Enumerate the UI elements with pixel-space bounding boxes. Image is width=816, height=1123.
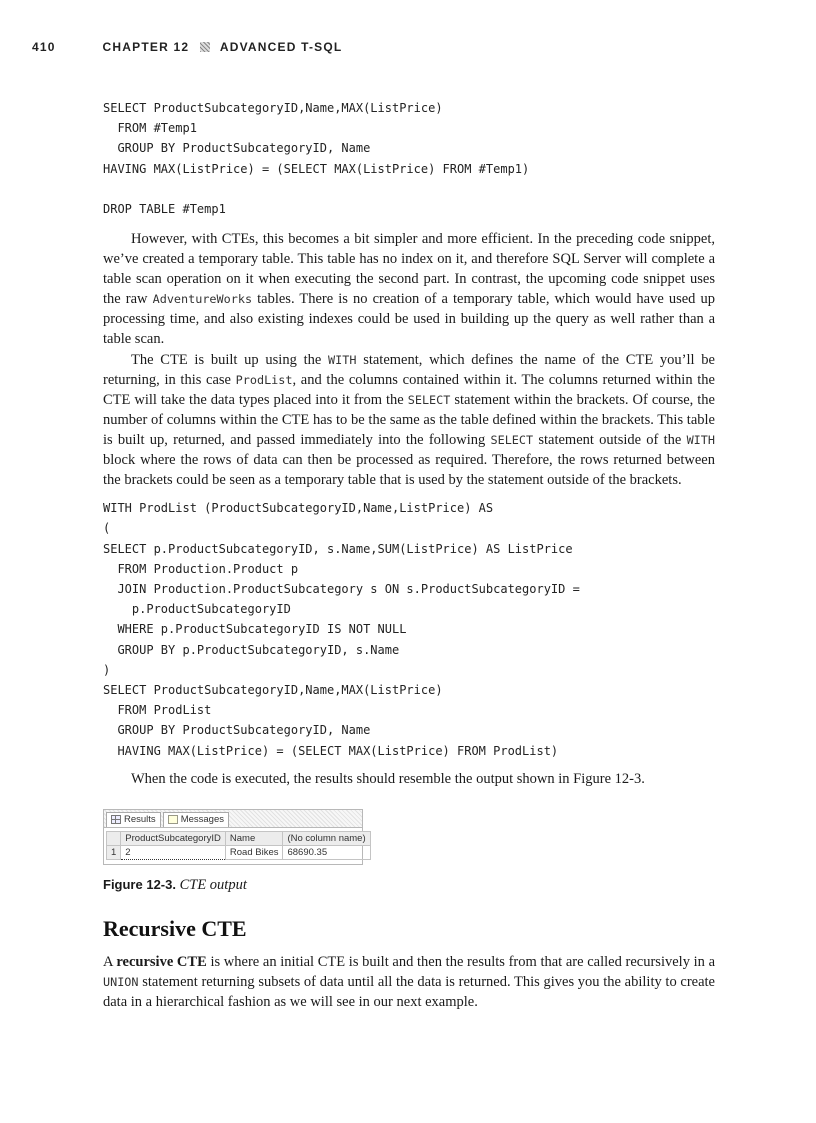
page-number: 410: [32, 40, 56, 54]
header-separator-icon: [200, 42, 210, 52]
paragraph-cte-with: The CTE is built up using the WITH statement, which defines the name of the CTE you’ll be returning, in this case ProdList, and the columns contained within it. The columns returned within the CTE will take the data types placed into it from the SELECT statement within the brackets. Of course, the number of columns within the CTE has to be the same as the table defined within the brackets. This table is built up, returned, and passed immediately into the following SELECT statement outside of the WITH block where the rows of data can then be processed as required. Therefore, the rows returned between the brackets could be seen as a temporary table that is used by the statement outside of the brackets.: [103, 351, 715, 489]
page-content: [103, 98, 715, 1012]
inline-code: ProdList: [235, 372, 293, 387]
grid-icon: [111, 815, 121, 824]
ssms-results-figure: [103, 809, 366, 865]
messages-icon: [168, 815, 178, 824]
chapter-title: ADVANCED T-SQL: [219, 40, 343, 54]
code-block-with-cte: WITH ProdList (ProductSubcategoryID,Name,ListPrice) AS ( SELECT p.ProductSubcategoryID, s.Name,SUM(ListPrice) AS ListPrice FROM Production.Product p JOIN Production.ProductSubcategory s ON s.ProductSubcategoryID = p.ProductSubcategoryID WHERE p.ProductSubcategoryID IS NOT NULL GROUP BY p.ProductSubcategoryID, s.Name ) SELECT ProductSubcategoryID,Name,MAX(ListPrice) FROM ProdList GROUP BY ProductSubcategoryID, Name HAVING MAX(ListPrice) = (SELECT MAX(ListPrice) FROM ProdList): [103, 501, 580, 758]
grid-header-row: [107, 831, 371, 845]
grid-cell[interactable]: 68690.35: [283, 845, 370, 859]
column-header[interactable]: ProductSubcategoryID: [121, 831, 226, 845]
inline-code: WITH: [328, 352, 357, 367]
column-header[interactable]: (No column name): [283, 831, 370, 845]
body-text-2: [103, 769, 715, 789]
paragraph-recursive-cte: A recursive CTE is where an initial CTE is built and then the results from that are called recursively in a UNION statement returning subsets of data until all the data is returned. This gives you the ability to create data in a hierarchical fashion as we will see in our next example.: [103, 953, 716, 1011]
inline-code: SELECT: [407, 392, 451, 407]
tab-results[interactable]: Results: [106, 812, 161, 827]
paragraph-cte-simpler: However, with CTEs, this becomes a bit simpler and more efficient. In the preceding code snippet, we’ve created a temporary table. This table has no index on it, and therefore SQL Server will complete a table scan operation on it when executing the second part. In contrast, the upcoming code snippet uses the raw AdventureWorks tables. There is no creation of a temporary table, which would have used up processing time, and also existing indexes could be used in building up the query as well rather than a table scan.: [103, 231, 715, 348]
inline-code: WITH: [686, 432, 715, 447]
figure-caption: [103, 877, 715, 894]
body-text-3: [103, 952, 715, 1012]
results-tabs: [104, 810, 362, 828]
code-block-drop-table: DROP TABLE #Temp1: [103, 201, 226, 216]
grid-cell[interactable]: Road Bikes: [225, 845, 283, 859]
body-text-1: [103, 229, 715, 490]
row-number[interactable]: 1: [107, 845, 121, 859]
row-header-corner: [107, 831, 121, 845]
inline-code: SELECT: [490, 432, 534, 447]
chapter-label: CHAPTER 12: [102, 40, 190, 54]
code-block-select-temp: SELECT ProductSubcategoryID,Name,MAX(ListPrice) FROM #Temp1 GROUP BY ProductSubcategoryID, Name HAVING MAX(ListPrice) = (SELECT MAX(ListPrice) FROM #Temp1): [103, 101, 530, 176]
inline-code: AdventureWorks: [152, 292, 253, 307]
caption-label: Figure 12-3.: [103, 876, 176, 892]
tab-messages[interactable]: Messages: [163, 812, 229, 827]
bold-term: recursive CTE: [116, 953, 207, 970]
paragraph-results: When the code is executed, the results should resemble the output shown in Figure 12-3.: [131, 770, 645, 787]
inline-code: UNION: [103, 975, 139, 990]
caption-title: CTE output: [179, 876, 247, 893]
grid-cell[interactable]: 2: [121, 845, 226, 859]
table-row: [107, 845, 371, 859]
section-heading: Recursive CTE: [103, 915, 247, 941]
column-header[interactable]: Name: [225, 831, 283, 845]
results-grid: [106, 831, 371, 860]
running-header: [32, 40, 776, 54]
